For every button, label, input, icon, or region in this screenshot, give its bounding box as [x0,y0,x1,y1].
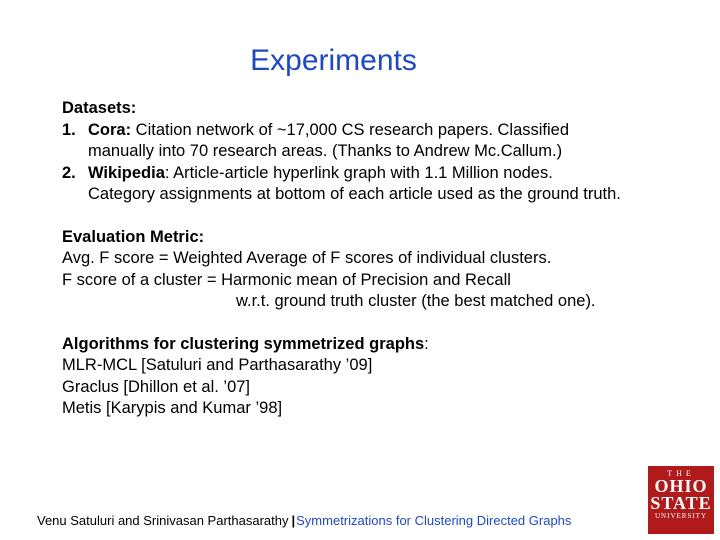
footer-separator: | [291,513,296,528]
footer-authors: Venu Satuluri and Srinivasan Parthasarathy [37,513,289,528]
dataset-description: : Article-article hyperlink graph with 1.1 Million nodes. [164,163,553,182]
algorithms-heading [62,334,702,356]
dataset-description-continued: manually into 70 research areas. (Thanks to Andrew Mc.Callum.) [88,142,563,160]
slide-footer [37,513,571,528]
dataset-description: Citation network of ~17,000 CS research papers. Classified [131,120,570,139]
list-number: 1. [62,120,76,139]
dataset-item-wikipedia [62,163,702,185]
footer-topic: Symmetrizations for Clustering Directed Graphs [296,513,572,528]
algorithm-item: Graclus [Dhillon et al. ’07] [62,377,251,396]
logo-university: UNIVERSITY [655,512,707,520]
dataset-name: Wikipedia [88,163,165,182]
algorithm-item: MLR-MCL [Satuluri and Parthasarathy ’09] [62,356,373,374]
datasets-heading: Datasets: [62,99,137,117]
algorithms-heading-colon: : [424,334,429,353]
evaluation-heading: Evaluation Metric: [62,227,205,246]
logo-ohio: OHIO [654,476,708,496]
slide-title: Experiments [250,44,417,77]
logo-state: STATE [650,493,712,513]
dataset-item-cora [62,120,702,142]
list-number: 2. [62,163,76,182]
dataset-description-continued: Category assignments at bottom of each article used as the ground truth. [88,185,621,203]
slide-body [62,98,702,420]
university-logo [648,466,714,534]
evaluation-line: F score of a cluster = Harmonic mean of Precision and Recall [62,270,511,289]
algorithms-heading-text: Algorithms for clustering symmetrized graphs [62,334,425,353]
evaluation-line: Avg. F score = Weighted Average of F scores of individual clusters. [62,249,552,267]
dataset-name: Cora: [88,120,132,139]
evaluation-line: w.r.t. ground truth cluster (the best matched one). [236,292,596,310]
logo-the: THE [667,469,695,478]
algorithm-item: Metis [Karypis and Kumar ’98] [62,399,283,417]
